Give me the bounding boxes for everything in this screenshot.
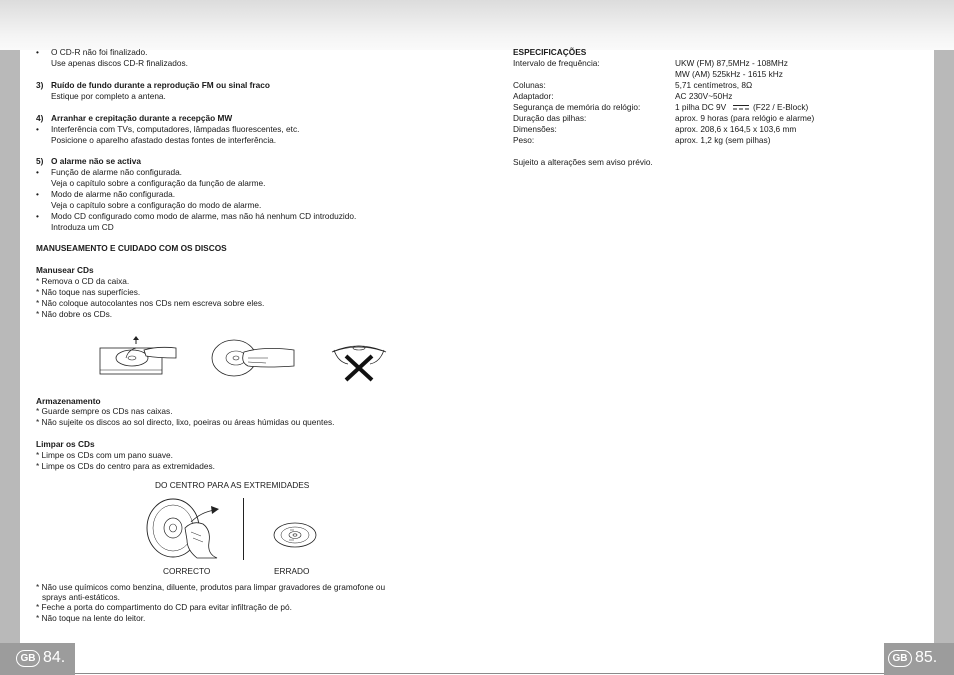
spec-label: Intervalo de frequência: [513, 58, 600, 68]
cleaning-heading: Limpar os CDs [36, 439, 95, 449]
chemicals-warning-cont: sprays anti-estáticos. [42, 592, 120, 602]
section-5-text-c: Modo de alarme não configurada. [51, 189, 176, 199]
section-3-number: 3) [36, 80, 44, 90]
section-4-text-a: Interferência com TVs, computadores, lâmpadas fluorescentes, etc. [51, 124, 300, 134]
care-heading: MANUSEAMENTO E CUIDADO COM OS DISCOS [36, 243, 227, 253]
handling-item: * Remova o CD da caixa. [36, 276, 130, 286]
section-5-text-d: Veja o capítulo sobre a configuração do modo de alarme. [51, 200, 262, 210]
cd-removal-illustration [96, 336, 178, 378]
use-finalized: Use apenas discos CD-R finalizados. [51, 58, 188, 68]
bullet: • [36, 189, 39, 199]
section-5-heading: O alarme não se activa [51, 156, 141, 166]
spec-value: MW (AM) 525kHz - 1615 kHz [675, 69, 783, 79]
section-4-number: 4) [36, 113, 44, 123]
handling-item: * Não toque nas superfícies. [36, 287, 141, 297]
dc-symbol-icon [733, 104, 749, 111]
cleaning-item: * Limpe os CDs com um pano suave. [36, 450, 173, 460]
spec-value: aprox. 9 horas (para relógio e alarme) [675, 113, 815, 123]
bent-cd-wrong-illustration [328, 338, 390, 382]
spec-value: 5,71 centímetros, 8Ω [675, 80, 753, 90]
spec-label: Peso: [513, 135, 535, 145]
wrong-cleaning-illustration [272, 520, 318, 550]
language-badge: GB [16, 650, 40, 667]
handling-heading: Manusear CDs [36, 265, 94, 275]
storage-item: * Guarde sempre os CDs nas caixas. [36, 406, 173, 416]
left-page-number [16, 649, 65, 667]
spec-label: Adaptador: [513, 91, 554, 101]
lens-tip: * Não toque na lente do leitor. [36, 613, 146, 623]
storage-item: * Não sujeite os discos ao sol directo, lixo, poeiras ou áreas húmidas ou quentes. [36, 417, 335, 427]
illustration-divider [243, 498, 244, 560]
header-band [0, 0, 954, 50]
bullet: • [36, 167, 39, 177]
spec-label: Segurança de memória do relógio: [513, 102, 641, 112]
right-page-number [888, 649, 937, 667]
section-5-text-b: Veja o capítulo sobre a configuração da função de alarme. [51, 178, 266, 188]
section-3-heading: Ruído de fundo durante a reprodução FM ou sinal fraco [51, 80, 270, 90]
spec-value: 1 pilha DC 9V [675, 102, 727, 112]
section-4-heading: Arranhar e crepitação durante a recepção MW [51, 113, 233, 123]
correct-cleaning-illustration [145, 496, 235, 560]
cleaning-caption: DO CENTRO PARA AS EXTREMIDADES [155, 480, 310, 490]
spec-label: Colunas: [513, 80, 546, 90]
right-margin-bar [934, 50, 954, 643]
section-5-text-f: Introduza um CD [51, 222, 114, 232]
handling-item: * Não dobre os CDs. [36, 309, 113, 319]
spec-label: Dimensões: [513, 124, 557, 134]
section-5-number: 5) [36, 156, 44, 166]
left-margin-bar [0, 50, 20, 643]
spec-heading: ESPECIFICAÇÕES [513, 47, 587, 57]
cd-hold-illustration [208, 336, 296, 380]
subject-to-change-note: Sujeito a alterações sem aviso prévio. [513, 157, 653, 167]
section-5-text-e: Modo CD configurado como modo de alarme, mas não há nenhum CD introduzido. [51, 211, 357, 221]
close-door-tip: * Feche a porta do compartimento do CD para evitar infiltração de pó. [36, 602, 292, 612]
correct-label: CORRECTO [163, 566, 211, 576]
right-page-number-text: 85. [915, 649, 938, 666]
cleaning-item: * Limpe os CDs do centro para as extremidades. [36, 461, 215, 471]
spec-value: (F22 / E-Block) [753, 102, 809, 112]
language-badge: GB [888, 650, 912, 667]
spec-value: UKW (FM) 87,5MHz - 108MHz [675, 58, 788, 68]
left-page-number-text: 84. [43, 649, 66, 666]
storage-heading: Armazenamento [36, 396, 101, 406]
bullet: • [36, 47, 39, 57]
cdr-not-finalized: O CD-R não foi finalizado. [51, 47, 148, 57]
chemicals-warning: * Não use químicos como benzina, diluente, produtos para limpar gravadores de gramofone ou [36, 582, 386, 592]
wrong-label: ERRADO [274, 566, 310, 576]
spec-value: AC 230V~50Hz [675, 91, 733, 101]
spec-value: aprox. 1,2 kg (sem pilhas) [675, 135, 771, 145]
bullet: • [36, 211, 39, 221]
section-3-text: Estique por completo a antena. [51, 91, 166, 101]
spec-value: aprox. 208,6 x 164,5 x 103,6 mm [675, 124, 797, 134]
spec-label: Duração das pilhas: [513, 113, 587, 123]
handling-item: * Não coloque autocolantes nos CDs nem escreva sobre eles. [36, 298, 265, 308]
section-4-text-b: Posicione o aparelho afastado destas fontes de interferência. [51, 135, 277, 145]
bullet: • [36, 124, 39, 134]
footer-rule [75, 673, 884, 674]
section-5-text-a: Função de alarme não configurada. [51, 167, 182, 177]
